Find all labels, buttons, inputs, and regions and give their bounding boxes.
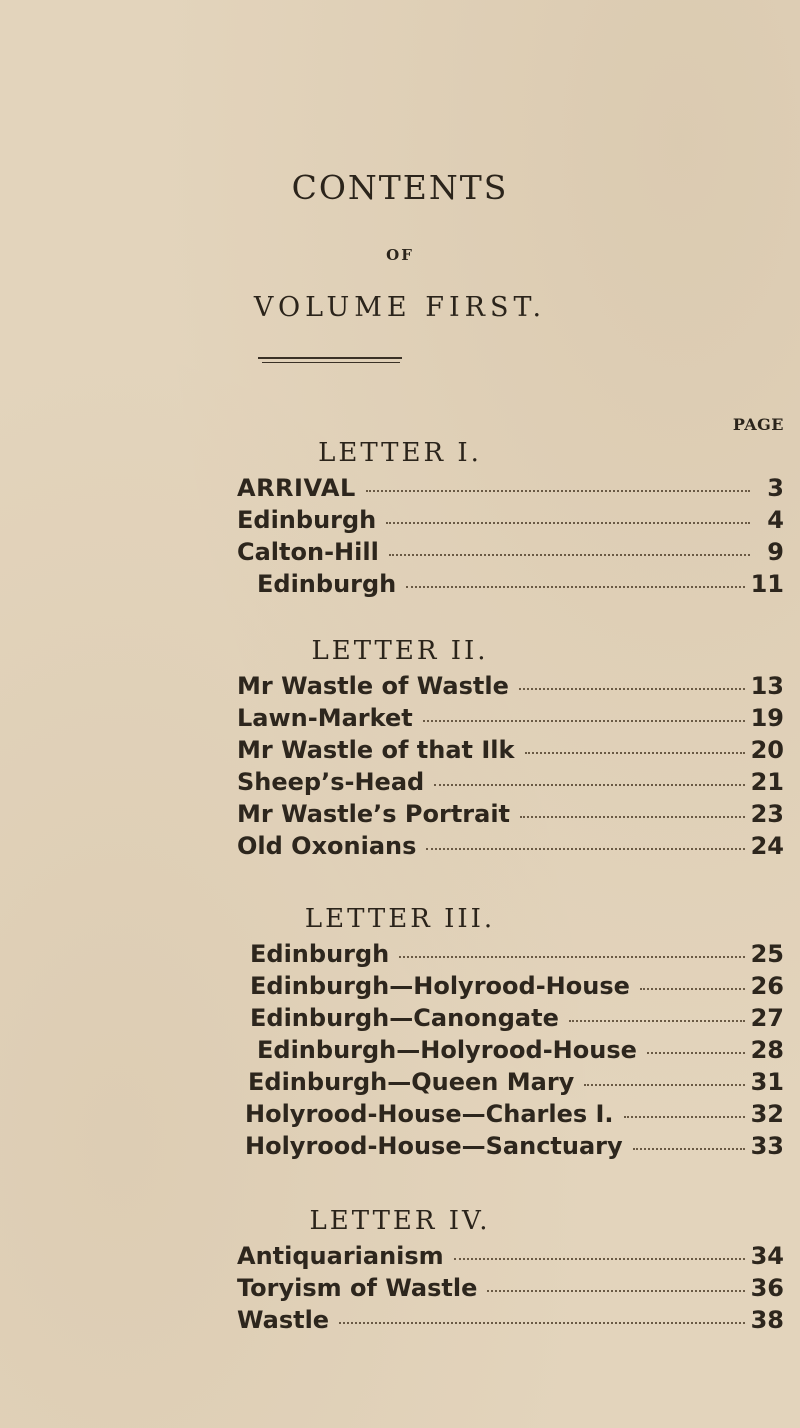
dot-leader: [519, 688, 745, 690]
entry-title: Toryism of Wastle: [237, 1274, 478, 1302]
dot-leader: [525, 752, 745, 754]
entry-page: 31: [750, 1068, 784, 1096]
dot-leader: [366, 490, 750, 492]
toc-entry: [0, 1004, 800, 1036]
entry-page: 13: [750, 672, 784, 700]
entry-title: Holyrood-House—Sanctuary: [245, 1132, 623, 1160]
toc-entry: [0, 1132, 800, 1164]
dot-leader: [454, 1258, 745, 1260]
page-column-label: PAGE: [732, 415, 784, 434]
entry-page: 33: [750, 1132, 784, 1160]
dot-leader: [399, 956, 744, 958]
entry-page: 21: [750, 768, 784, 796]
entry-title: Old Oxonians: [237, 832, 417, 860]
toc-entry: [0, 800, 800, 832]
entry-title: Calton-Hill: [237, 538, 379, 566]
entry-page: 23: [750, 800, 784, 828]
dot-leader: [426, 848, 744, 850]
entry-page: 27: [750, 1004, 784, 1032]
letter-heading: LETTER III.: [304, 904, 496, 934]
entry-title: Edinburgh—Holyrood-House: [250, 972, 630, 1000]
entry-title: Edinburgh: [250, 940, 390, 968]
entry-page: 11: [750, 570, 784, 598]
toc-entry: [0, 1068, 800, 1100]
dot-leader: [434, 784, 744, 786]
toc-entry: [0, 1306, 800, 1338]
dot-leader: [386, 522, 750, 524]
entry-page: 4: [767, 506, 784, 534]
volume-subtitle: VOLUME FIRST.: [253, 292, 547, 323]
contents-title: CONTENTS: [291, 168, 509, 207]
toc-entry: [0, 972, 800, 1004]
double-rule-top: [258, 357, 402, 359]
toc-entry: [0, 832, 800, 864]
toc-entry: [0, 1036, 800, 1068]
entry-title: Edinburgh—Queen Mary: [248, 1068, 575, 1096]
entry-title: Holyrood-House—Charles I.: [245, 1100, 614, 1128]
entry-title: Edinburgh: [237, 506, 377, 534]
entry-title: Wastle: [237, 1306, 330, 1334]
entry-page: 38: [750, 1306, 784, 1334]
entry-title: Edinburgh—Holyrood-House: [257, 1036, 637, 1064]
letter-heading: LETTER I.: [318, 438, 482, 468]
entry-page: 28: [750, 1036, 784, 1064]
entry-page: 36: [750, 1274, 784, 1302]
entry-title: Mr Wastle of Wastle: [237, 672, 509, 700]
entry-title: ARRIVAL: [237, 474, 356, 502]
entry-title: Edinburgh: [257, 570, 397, 598]
entry-title: Antiquarianism: [237, 1242, 444, 1270]
toc-entry: [0, 538, 800, 570]
entry-title: Mr Wastle of that Ilk: [237, 736, 515, 764]
of-line: OF: [386, 246, 414, 264]
entry-page: 20: [750, 736, 784, 764]
dot-leader: [647, 1052, 745, 1054]
toc-entry: [0, 768, 800, 800]
entry-title: Edinburgh—Canongate: [250, 1004, 559, 1032]
toc-entry: [0, 1100, 800, 1132]
entry-page: 25: [750, 940, 784, 968]
dot-leader: [584, 1084, 744, 1086]
dot-leader: [389, 554, 750, 556]
dot-leader: [624, 1116, 745, 1118]
entry-page: 24: [750, 832, 784, 860]
entry-page: 19: [750, 704, 784, 732]
entry-title: Sheep’s-Head: [237, 768, 425, 796]
letter-heading: LETTER II.: [311, 636, 489, 666]
entry-page: 9: [767, 538, 784, 566]
entry-page: 32: [750, 1100, 784, 1128]
entry-page: 34: [750, 1242, 784, 1270]
dot-leader: [569, 1020, 745, 1022]
toc-entry: [0, 1274, 800, 1306]
toc-entry: [0, 704, 800, 736]
dot-leader: [633, 1148, 745, 1150]
toc-entry: [0, 672, 800, 704]
entry-page: 3: [767, 474, 784, 502]
toc-entry: [0, 474, 800, 506]
toc-entry: [0, 570, 800, 602]
entry-title: Mr Wastle’s Portrait: [237, 800, 511, 828]
dot-leader: [487, 1290, 744, 1292]
entry-title: Lawn-Market: [237, 704, 413, 732]
entry-page: 26: [750, 972, 784, 1000]
toc-entry: [0, 506, 800, 538]
double-rule-bottom: [262, 362, 400, 363]
dot-leader: [406, 586, 744, 588]
toc-entry: [0, 940, 800, 972]
dot-leader: [339, 1322, 745, 1324]
toc-entry: [0, 1242, 800, 1274]
dot-leader: [640, 988, 745, 990]
dot-leader: [520, 816, 745, 818]
toc-entry: [0, 736, 800, 768]
letter-heading: LETTER IV.: [309, 1206, 491, 1236]
dot-leader: [423, 720, 745, 722]
